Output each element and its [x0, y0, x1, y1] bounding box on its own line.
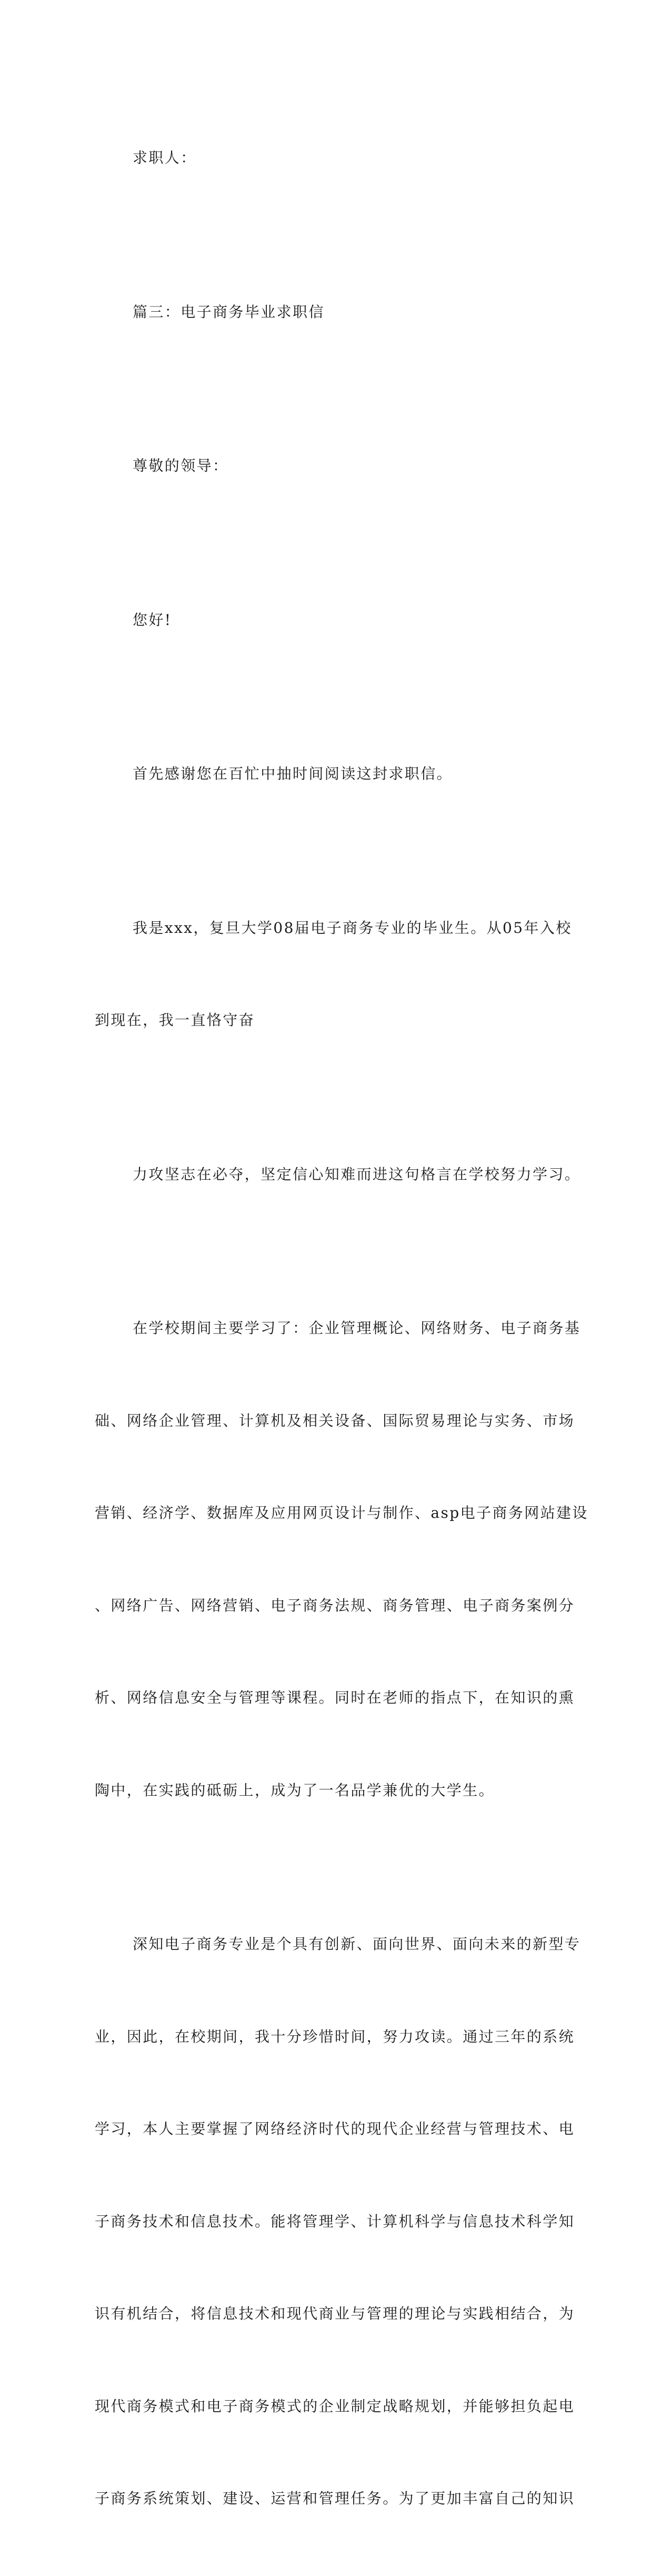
text-line: 在学校期间主要学习了：企业管理概论、网络财务、电子商务基 — [133, 1319, 581, 1337]
text-line: 析、网络信息安全与管理等课程。同时在老师的指点下，在知识的熏 — [95, 1689, 575, 1706]
greeting — [95, 543, 542, 698]
text-line: 营销、经济学、数据库及应用网页设计与制作、asp电子商务网站建设 — [95, 1504, 588, 1521]
courses — [95, 1251, 588, 1867]
letter-body — [95, 81, 588, 2576]
text-line: 您好! — [133, 611, 172, 629]
text-line: 求职人： — [133, 149, 197, 166]
text-line: 我是xxx，复旦大学08届电子商务专业的毕业生。从05年入校 — [133, 919, 572, 937]
text-line: 陶中，在实践的砥砺上，成为了一名品学兼优的大学生。 — [95, 1781, 495, 1799]
self-intro — [95, 851, 572, 1098]
text-line: 础、网络企业管理、计算机及相关设备、国际贸易理论与实务、市场 — [95, 1411, 575, 1429]
major-description — [95, 1867, 581, 2576]
text-line: 、网络广告、网络营销、电子商务法规、商务管理、电子商务案例分 — [95, 1596, 575, 1614]
text-line: 子商务系统策划、建设、运营和管理任务。为了更加丰富自己的知识 — [95, 2490, 575, 2507]
text-line: 子商务技术和信息技术。能将管理学、计算机科学与信息技术科学知 — [95, 2212, 575, 2230]
text-line: 尊敬的领导： — [133, 457, 229, 474]
text-line: 深知电子商务专业是个具有创新、面向世界、面向未来的新型专 — [133, 1935, 581, 1953]
salutation — [95, 389, 542, 543]
text-line: 篇三：电子商务毕业求职信 — [133, 303, 325, 321]
intro-thanks — [95, 697, 542, 851]
text-line: 识有机结合，将信息技术和现代商业与管理的理论与实践相结合，为 — [95, 2305, 575, 2322]
text-line: 学习，本人主要掌握了网络经济时代的现代企业经营与管理技术、电 — [95, 2120, 575, 2137]
applicant-label — [95, 81, 542, 235]
text-line: 力攻坚志在必夺，坚定信心知难而进这句格言在学校努力学习。 — [133, 1165, 581, 1183]
text-line: 首先感谢您在百忙中抽时间阅读这封求职信。 — [133, 765, 453, 782]
text-line: 现代商务模式和电子商务模式的企业制定战略规划，并能够担负起电 — [95, 2397, 575, 2415]
section-title — [95, 235, 542, 390]
text-line: 业，因此，在校期间，我十分珍惜时间，努力攻读。通过三年的系统 — [95, 2027, 575, 2045]
text-line: 到现在，我一直恪守奋 — [95, 1011, 255, 1029]
motto — [95, 1098, 581, 1252]
